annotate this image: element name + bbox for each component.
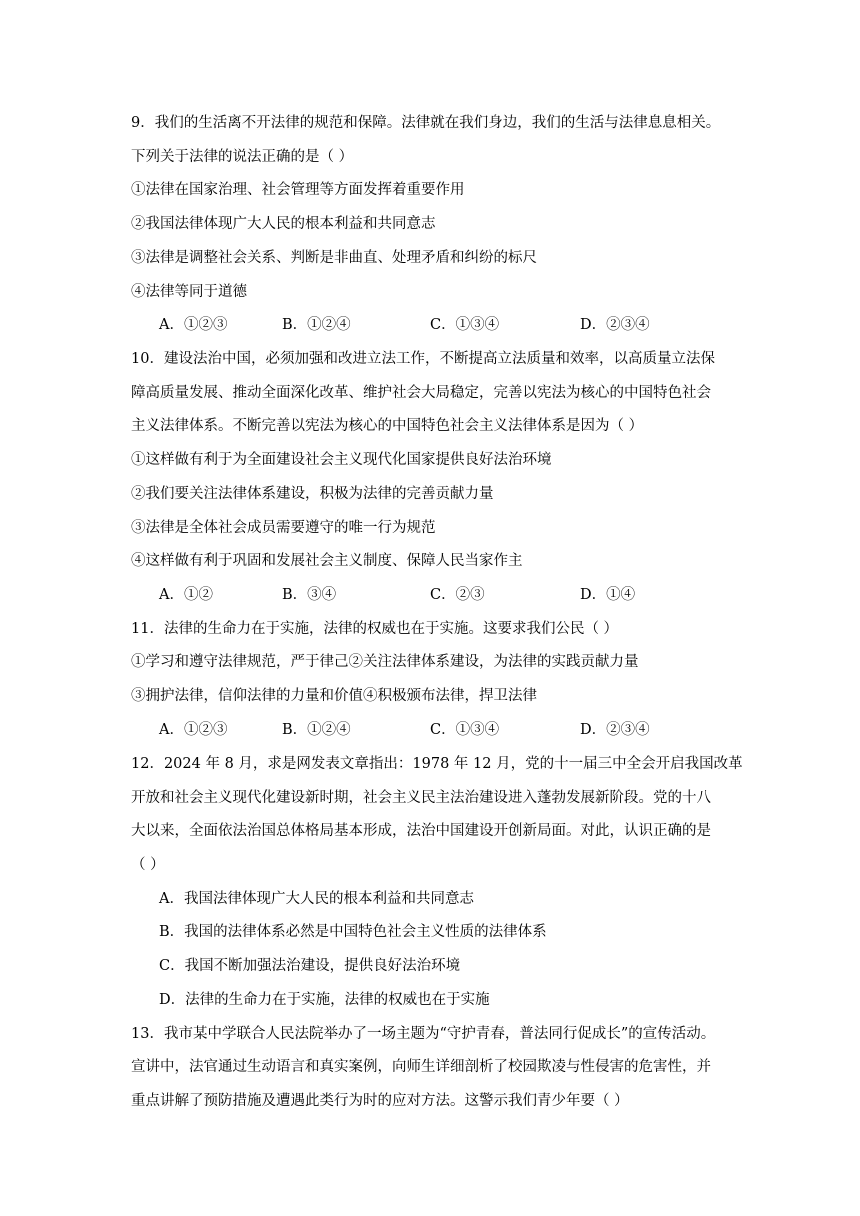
q11-item-2: ③拥护法律，信仰法律的力量和价值④积极颁布法律，捍卫法律 bbox=[131, 688, 537, 704]
q10-option-b[interactable]: B．③④ bbox=[282, 587, 337, 603]
q9-option-b[interactable]: B．①②④ bbox=[282, 317, 351, 333]
q13-stem-line-3: 重点讲解了预防措施及遭遇此类行为时的应对方法。这警示我们青少年要（ ） bbox=[131, 1093, 629, 1109]
q10-option-a[interactable]: A．①② bbox=[159, 587, 213, 603]
q11-option-b[interactable]: B．①②④ bbox=[282, 722, 351, 738]
q9-option-a[interactable]: A．①②③ bbox=[159, 317, 228, 333]
q13-stem-line-2: 宣讲中，法官通过生动语言和真实案例，向师生详细剖析了校园欺凌与性侵害的危害性，并 bbox=[131, 1059, 711, 1075]
q9-option-c[interactable]: C．①③④ bbox=[430, 317, 500, 333]
q10-option-c[interactable]: C．②③ bbox=[430, 587, 485, 603]
q11-item-1: ①学习和遵守法律规范，严于律己②关注法律体系建设，为法律的实践贡献力量 bbox=[131, 654, 639, 670]
q9-item-2: ②我国法律体现广大人民的根本利益和共同意志 bbox=[131, 216, 436, 232]
q12-stem-line-3: 大以来，全面依法治国总体格局基本形成，法治中国建设开创新局面。对此，认识正确的是 bbox=[131, 823, 711, 839]
q10-item-2: ②我们要关注法律体系建设，积极为法律的完善贡献力量 bbox=[131, 486, 494, 502]
q10-stem-line-1: 10．建设法治中国，必须加强和改进立法工作，不断提高立法质量和效率，以高质量立法保 bbox=[131, 351, 715, 367]
q10-item-1: ①这样做有利于为全面建设社会主义现代化国家提供良好法治环境 bbox=[131, 452, 552, 468]
q12-stem-line-1: 12．2024 年 8 月，求是网发表文章指出：1978 年 12 月，党的十一届三中全会开启我国改革 bbox=[131, 756, 743, 772]
q12-stem-line-2: 开放和社会主义现代化建设新时期，社会主义民主法治建设进入蓬勃发展新阶段。党的十八 bbox=[131, 790, 711, 806]
q10-option-d[interactable]: D．①④ bbox=[580, 587, 636, 603]
q12-option-d[interactable]: D．法律的生命力在于实施，法律的权威也在于实施 bbox=[159, 992, 490, 1008]
q10-stem-line-3: 主义法律体系。不断完善以宪法为核心的中国特色社会主义法律体系是因为（ ） bbox=[131, 418, 644, 434]
q9-item-4: ④法律等同于道德 bbox=[131, 284, 247, 300]
q13-stem-line-1: 13．我市某中学联合人民法院举办了一场主题为“守护青春，普法同行促成长”的宣传活动。 bbox=[131, 1026, 716, 1042]
q11-option-d[interactable]: D．②③④ bbox=[580, 722, 650, 738]
q12-stem-line-4: （ ） bbox=[131, 857, 165, 873]
q10-stem-line-2: 障高质量发展、推动全面深化改革、维护社会大局稳定，完善以宪法为核心的中国特色社会 bbox=[131, 385, 711, 401]
q9-item-3: ③法律是调整社会关系、判断是非曲直、处理矛盾和纠纷的标尺 bbox=[131, 250, 537, 266]
q11-stem-line-1: 11．法律的生命力在于实施，法律的权威也在于实施。这要求我们公民（ ） bbox=[131, 621, 619, 637]
q12-option-b[interactable]: B．我国的法律体系必然是中国特色社会主义性质的法律体系 bbox=[159, 924, 547, 940]
q10-item-4: ④这样做有利于巩固和发展社会主义制度、保障人民当家作主 bbox=[131, 553, 523, 569]
q9-item-1: ①法律在国家治理、社会管理等方面发挥着重要作用 bbox=[131, 182, 465, 198]
q11-option-c[interactable]: C．①③④ bbox=[430, 722, 500, 738]
q9-option-d[interactable]: D．②③④ bbox=[580, 317, 650, 333]
q11-option-a[interactable]: A．①②③ bbox=[159, 722, 228, 738]
q12-option-a[interactable]: A．我国法律体现广大人民的根本利益和共同意志 bbox=[159, 891, 474, 907]
q10-item-3: ③法律是全体社会成员需要遵守的唯一行为规范 bbox=[131, 520, 436, 536]
q9-stem-line-1: 9．我们的生活离不开法律的规范和保障。法律就在我们身边，我们的生活与法律息息相关。 bbox=[131, 115, 721, 131]
q12-option-c[interactable]: C．我国不断加强法治建设，提供良好法治环境 bbox=[159, 958, 461, 974]
q9-stem-line-2: 下列关于法律的说法正确的是（ ） bbox=[131, 149, 354, 165]
